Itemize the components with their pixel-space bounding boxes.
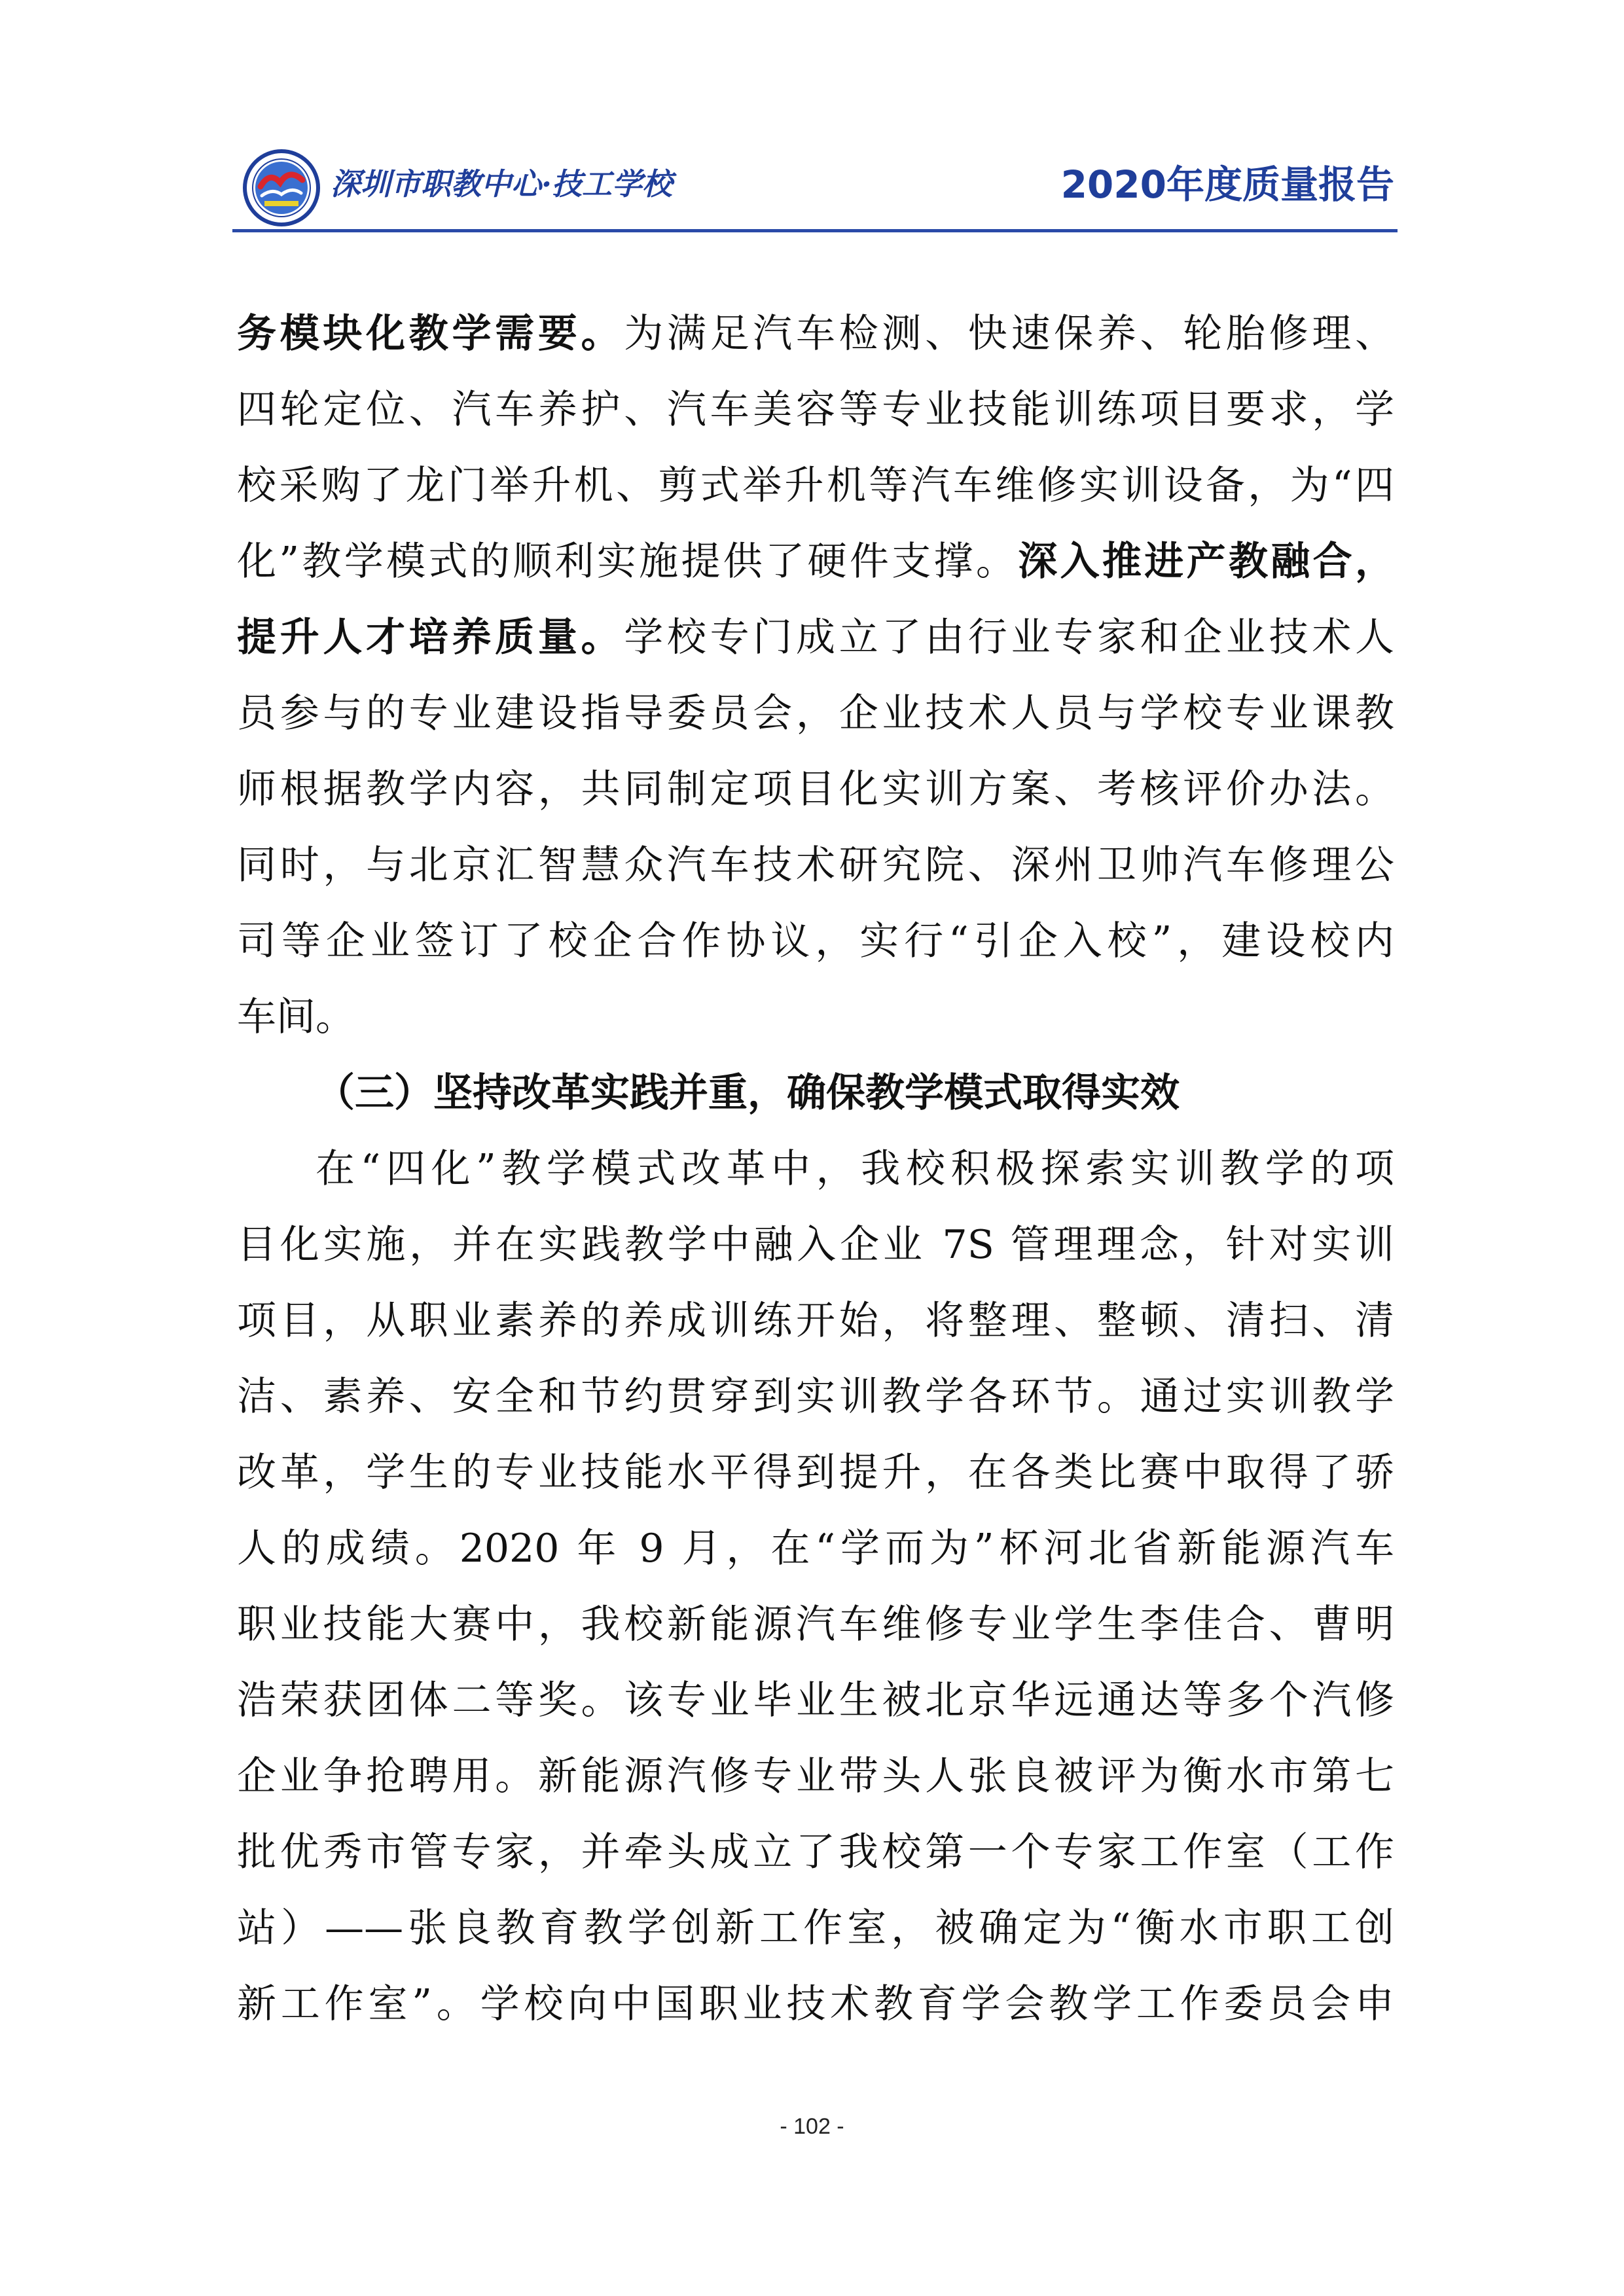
text-line: 提升人才培养质量。学校专门成立了由行业专家和企业技术人 bbox=[237, 615, 1394, 660]
text-line: 人的成绩。2020 年 9 月，在“学而为”杯河北省新能源汽车 bbox=[237, 1526, 1394, 1571]
body-text bbox=[237, 296, 1394, 2042]
text-line: 在“四化”教学模式改革中，我校积极探索实训教学的项 bbox=[316, 1146, 1394, 1192]
text-line: 务模块化教学需要。为满足汽车检测、快速保养、轮胎修理、 bbox=[237, 311, 1394, 357]
text-line: 师根据教学内容，共同制定项目化实训方案、考核评价办法。 bbox=[237, 766, 1394, 812]
text-line: 同时，与北京汇智慧众汽车技术研究院、深州卫帅汽车修理公 bbox=[237, 842, 1394, 888]
bold-lead: 提升人才培养质量。 bbox=[237, 615, 624, 660]
school-seal-logo-icon bbox=[242, 149, 321, 227]
text-line: 站）——张良教育教学创新工作室，被确定为“衡水市职工创 bbox=[237, 1905, 1394, 1951]
text-line: 职业技能大赛中，我校新能源汽车维修专业学生李佳合、曹明 bbox=[237, 1602, 1394, 1647]
text-line: 四轮定位、汽车养护、汽车美容等专业技能训练项目要求，学 bbox=[237, 387, 1394, 433]
text-line: 洁、素养、安全和节约贯穿到实训教学各环节。通过实训教学 bbox=[237, 1374, 1394, 1420]
page-number: - 102 - bbox=[780, 2114, 844, 2139]
section-heading: （三）坚持改革实践并重，确保教学模式取得实效 bbox=[316, 1070, 1180, 1116]
report-title: 2020年度质量报告 bbox=[1060, 162, 1394, 207]
text-line: 项目，从职业素养的养成训练开始，将整理、整顿、清扫、清 bbox=[237, 1298, 1394, 1344]
text-line: 批优秀市管专家，并牵头成立了我校第一个专家工作室（工作 bbox=[237, 1829, 1394, 1875]
page-header bbox=[236, 141, 1394, 232]
text-line: 改革，学生的专业技能水平得到提升，在各类比赛中取得了骄 bbox=[237, 1450, 1394, 1496]
text-line: 化”教学模式的顺利实施提供了硬件支撑。深入推进产教融合， bbox=[237, 539, 1394, 584]
text-line: 新工作室”。学校向中国职业技术教育学会教学工作委员会申 bbox=[237, 1981, 1394, 2027]
bold-lead: 深入推进产教融合， bbox=[1018, 539, 1394, 584]
bold-lead: 务模块化教学需要。 bbox=[237, 311, 624, 357]
header-divider bbox=[232, 229, 1398, 232]
text-line: 员参与的专业建设指导委员会，企业技术人员与学校专业课教 bbox=[237, 691, 1394, 736]
text-line: 司等企业签订了校企合作协议，实行“引企入校”，建设校内 bbox=[237, 918, 1394, 964]
school-name: 深圳市职教中心·技工学校 bbox=[331, 166, 673, 202]
text-line: 目化实施，并在实践教学中融入企业 7S 管理理念，针对实训 bbox=[237, 1222, 1394, 1268]
text-line: 企业争抢聘用。新能源汽修专业带头人张良被评为衡水市第七 bbox=[237, 1753, 1394, 1799]
text-line: 校采购了龙门举升机、剪式举升机等汽车维修实训设备，为“四 bbox=[237, 463, 1394, 509]
text-line: 车间。 bbox=[237, 994, 355, 1040]
text-line: 浩荣获团体二等奖。该专业毕业生被北京华远通达等多个汽修 bbox=[237, 1677, 1394, 1723]
